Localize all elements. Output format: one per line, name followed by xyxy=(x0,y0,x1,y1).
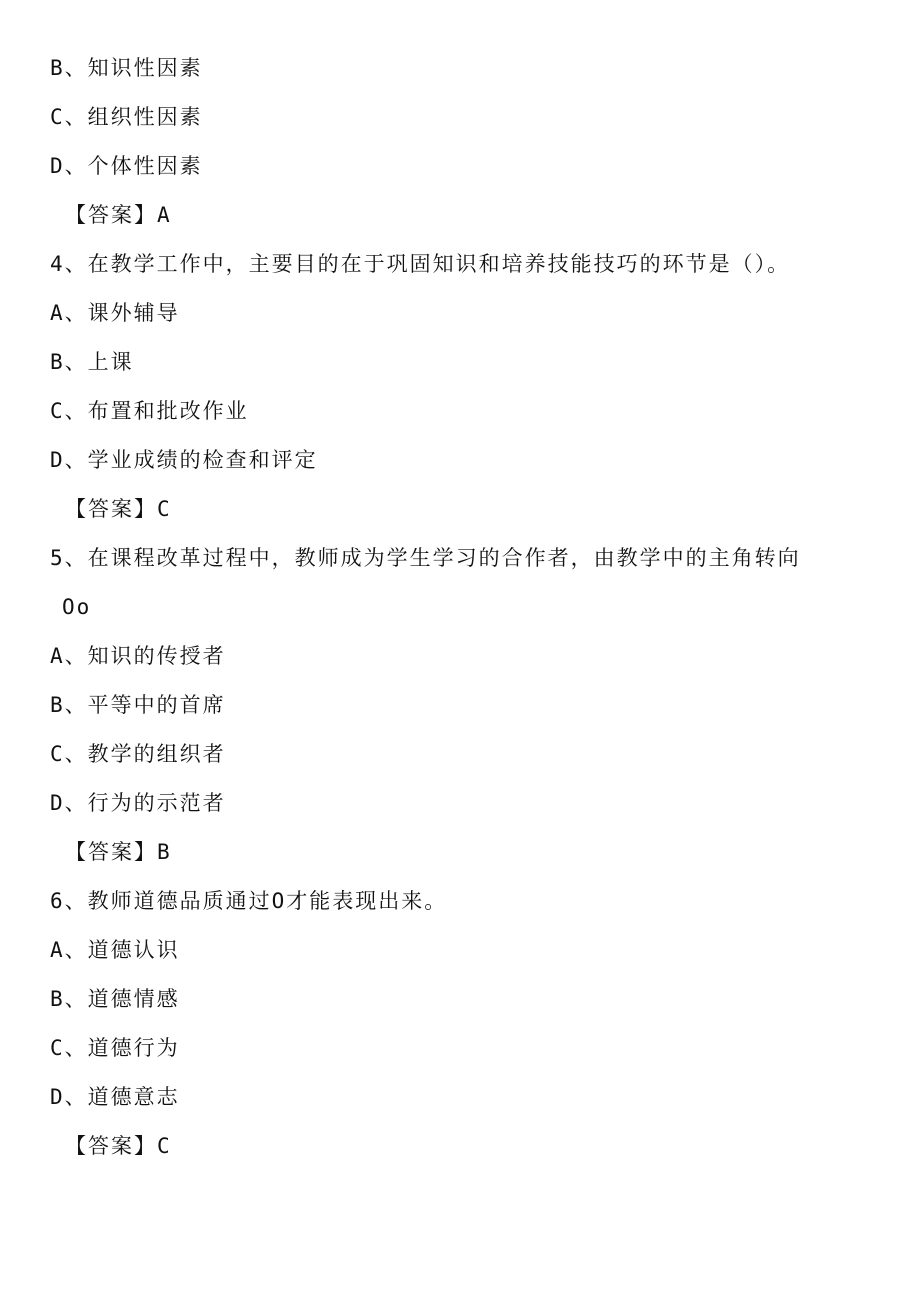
answer-q3: 【答案】A xyxy=(65,203,172,227)
answer-q4: 【答案】C xyxy=(65,497,172,521)
option-b-q4: B、上课 xyxy=(50,350,134,374)
answer-q5: 【答案】B xyxy=(65,840,172,864)
option-c-q5: C、教学的组织者 xyxy=(50,742,226,766)
option-b-q3: B、知识性因素 xyxy=(50,56,203,80)
option-b-q6: B、道德情感 xyxy=(50,987,180,1011)
option-d-q6: D、道德意志 xyxy=(50,1085,180,1109)
option-c-q3: C、组织性因素 xyxy=(50,105,203,129)
answer-q6: 【答案】C xyxy=(65,1134,172,1158)
question-5-continuation: Oo xyxy=(62,595,92,619)
question-5: 5、在课程改革过程中，教师成为学生学习的合作者，由教学中的主角转向 xyxy=(50,546,801,570)
question-4: 4、在教学工作中，主要目的在于巩固知识和培养技能技巧的环节是（）。 xyxy=(50,252,791,276)
option-b-q5: B、平等中的首席 xyxy=(50,693,226,717)
option-c-q6: C、道德行为 xyxy=(50,1036,180,1060)
option-d-q5: D、行为的示范者 xyxy=(50,791,226,815)
question-6: 6、教师道德品质通过O才能表现出来。 xyxy=(50,889,448,913)
option-a-q6: A、道德认识 xyxy=(50,938,180,962)
option-d-q3: D、个体性因素 xyxy=(50,154,203,178)
option-c-q4: C、布置和批改作业 xyxy=(50,399,249,423)
option-a-q4: A、课外辅导 xyxy=(50,301,180,325)
option-a-q5: A、知识的传授者 xyxy=(50,644,226,668)
option-d-q4: D、学业成绩的检查和评定 xyxy=(50,448,318,472)
